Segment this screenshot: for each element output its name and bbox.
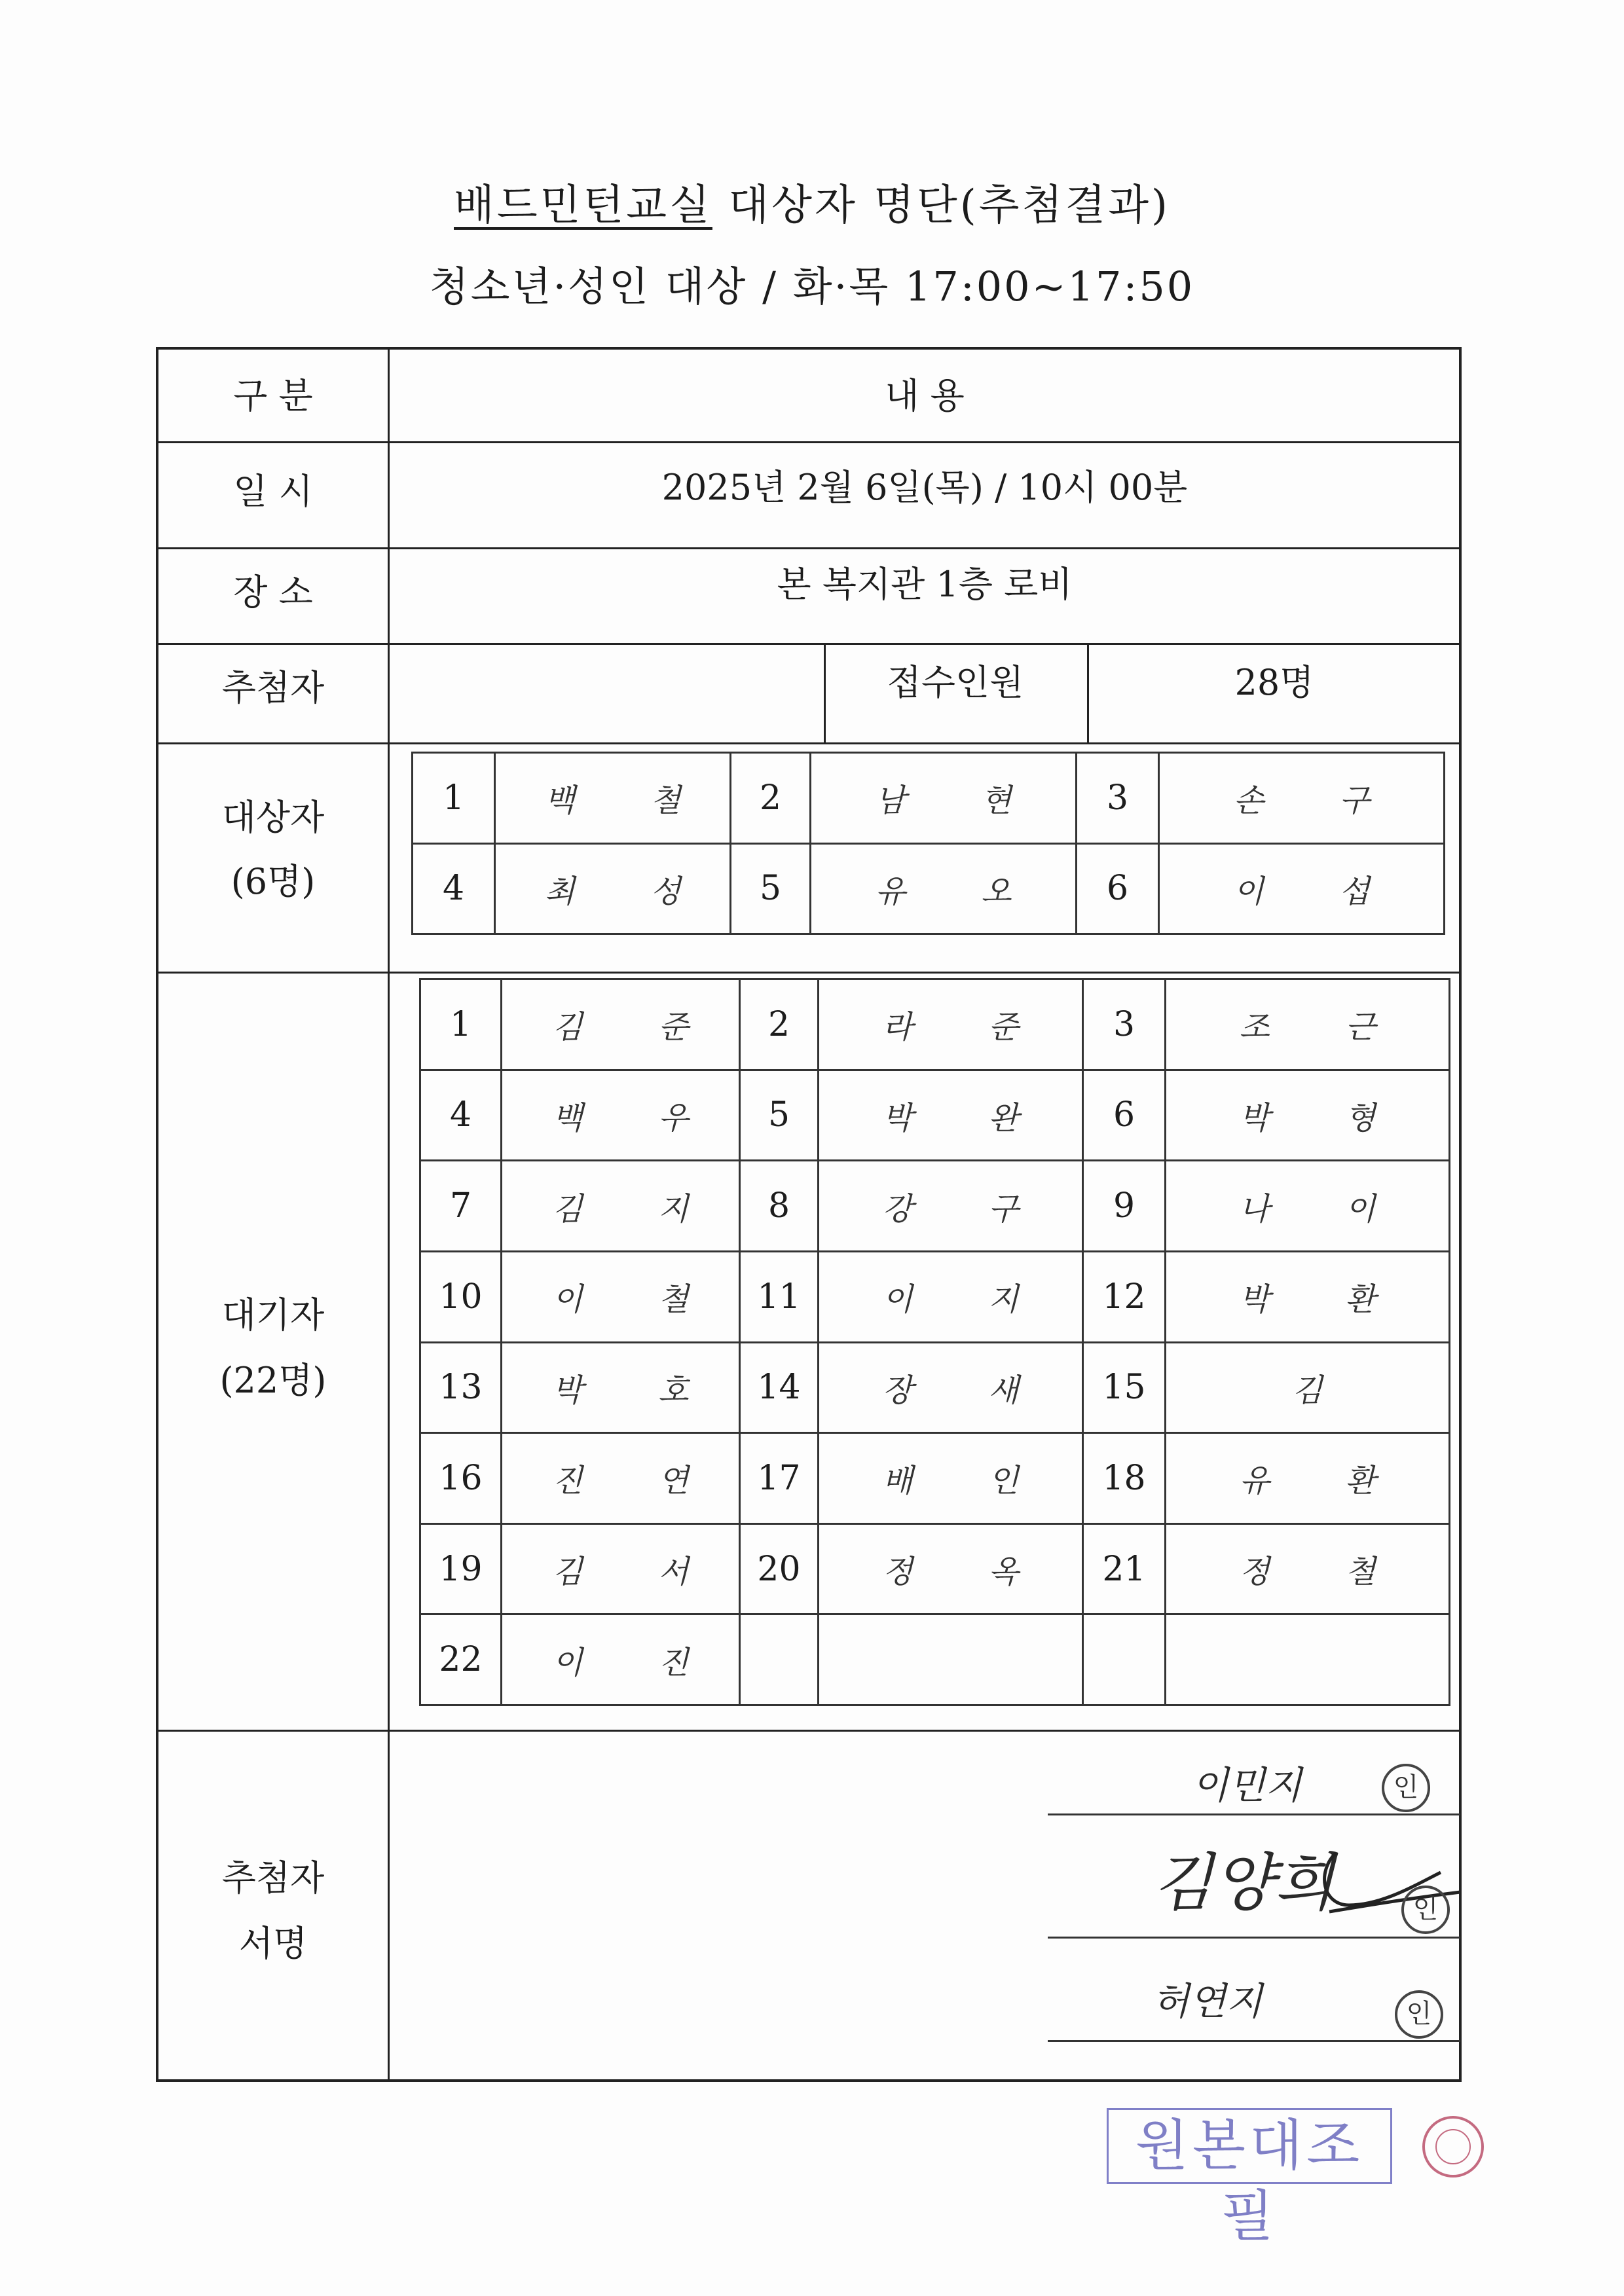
signature-name: 김양희 bbox=[1153, 1846, 1335, 1920]
row-number: 22 bbox=[420, 1614, 502, 1705]
row-number: 17 bbox=[740, 1433, 819, 1524]
row-number: 9 bbox=[1083, 1161, 1166, 1252]
row-number: 11 bbox=[740, 1251, 819, 1342]
person-name bbox=[1166, 1614, 1450, 1705]
row-number: 21 bbox=[1083, 1523, 1166, 1614]
table-row bbox=[420, 1523, 1450, 1614]
person-name: 강 구 bbox=[819, 1161, 1083, 1252]
row-number: 6 bbox=[1083, 1070, 1166, 1161]
row-number: 1 bbox=[420, 979, 502, 1070]
person-name: 손 구 bbox=[1159, 753, 1445, 844]
person-name: 김 서 bbox=[502, 1523, 740, 1614]
row-number: 10 bbox=[420, 1251, 502, 1342]
row-number: 1 bbox=[413, 753, 495, 844]
row-number: 2 bbox=[731, 753, 811, 844]
person-name: 진 연 bbox=[502, 1433, 740, 1524]
waiting-table bbox=[419, 978, 1450, 1706]
person-name: 김 지 bbox=[502, 1161, 740, 1252]
selected-label: 대상자 bbox=[221, 797, 325, 838]
row-number bbox=[1083, 1614, 1166, 1705]
seal-icon: 인 bbox=[1395, 1990, 1443, 2039]
person-name: 정 철 bbox=[1166, 1523, 1450, 1614]
title-program: 배드민턴교실 bbox=[454, 181, 712, 230]
person-name: 박 환 bbox=[1166, 1251, 1450, 1342]
row-number: 12 bbox=[1083, 1251, 1166, 1342]
row-number: 3 bbox=[1083, 979, 1166, 1070]
signature-line bbox=[1048, 1813, 1460, 1815]
waiting-count: (22명) bbox=[219, 1360, 327, 1401]
row-number: 6 bbox=[1077, 843, 1159, 934]
person-name: 조 근 bbox=[1166, 979, 1450, 1070]
selected-count: (6명) bbox=[231, 861, 316, 902]
place-value: 본 복지관 1층 로비 bbox=[777, 564, 1073, 605]
person-name: 박 형 bbox=[1166, 1070, 1450, 1161]
table-row bbox=[420, 1342, 1450, 1433]
person-name: 김 bbox=[1166, 1342, 1450, 1433]
row-number: 5 bbox=[731, 843, 811, 934]
row-number: 18 bbox=[1083, 1433, 1166, 1524]
person-name: 이 지 bbox=[819, 1251, 1083, 1342]
table-row bbox=[420, 1433, 1450, 1524]
person-name: 남 현 bbox=[811, 753, 1077, 844]
drawer-label: 추첨자 bbox=[221, 667, 325, 708]
received-value: 28명 bbox=[1234, 662, 1314, 703]
signature-label-2: 서명 bbox=[238, 1923, 308, 1964]
row-number: 7 bbox=[420, 1161, 502, 1252]
table-row bbox=[420, 979, 1450, 1070]
row-number: 19 bbox=[420, 1523, 502, 1614]
header-label: 구 분 bbox=[233, 375, 313, 416]
person-name: 장 새 bbox=[819, 1342, 1083, 1433]
seal-icon: 인 bbox=[1382, 1764, 1430, 1812]
row-number: 5 bbox=[740, 1070, 819, 1161]
signature-name: 이민지 bbox=[1192, 1763, 1302, 1808]
row-number: 16 bbox=[420, 1433, 502, 1524]
row-number: 15 bbox=[1083, 1342, 1166, 1433]
person-name: 최 성 bbox=[495, 843, 731, 934]
received-label: 접수인원 bbox=[887, 662, 1024, 703]
waiting-label: 대기자 bbox=[221, 1294, 325, 1336]
row-number: 8 bbox=[740, 1161, 819, 1252]
person-name: 정 옥 bbox=[819, 1523, 1083, 1614]
person-name: 라 준 bbox=[819, 979, 1083, 1070]
row-number: 20 bbox=[740, 1523, 819, 1614]
person-name: 나 이 bbox=[1166, 1161, 1450, 1252]
person-name bbox=[819, 1614, 1083, 1705]
place-label: 장 소 bbox=[233, 572, 313, 613]
person-name: 박 호 bbox=[502, 1342, 740, 1433]
date-label: 일 시 bbox=[233, 471, 313, 512]
title-rest: 대상자 명단(추첨결과) bbox=[712, 181, 1170, 230]
row-number: 2 bbox=[740, 979, 819, 1070]
row-number: 4 bbox=[413, 843, 495, 934]
person-name: 김 준 bbox=[502, 979, 740, 1070]
date-value: 2025년 2월 6일(목) / 10시 00분 bbox=[661, 467, 1188, 508]
table-row bbox=[420, 1614, 1450, 1705]
row-number: 13 bbox=[420, 1342, 502, 1433]
table-row bbox=[413, 843, 1445, 934]
table-row bbox=[420, 1251, 1450, 1342]
document-subtitle: 청소년·성인 대상 / 화·목 17:00~17:50 bbox=[429, 263, 1195, 310]
seal-icon: 인 bbox=[1401, 1886, 1450, 1934]
certified-copy-stamp: 원본대조필 bbox=[1107, 2108, 1392, 2184]
person-name: 유 환 bbox=[1166, 1433, 1450, 1524]
row-number: 4 bbox=[420, 1070, 502, 1161]
person-name: 백 철 bbox=[495, 753, 731, 844]
person-name: 백 우 bbox=[502, 1070, 740, 1161]
official-seal-icon bbox=[1422, 2116, 1484, 2178]
row-number: 3 bbox=[1077, 753, 1159, 844]
signature-name: 허연지 bbox=[1153, 1979, 1263, 2024]
table-row bbox=[413, 753, 1445, 844]
table-row bbox=[420, 1161, 1450, 1252]
selected-table bbox=[411, 752, 1445, 935]
person-name: 이 철 bbox=[502, 1251, 740, 1342]
signature-line bbox=[1048, 1937, 1460, 1939]
header-value: 내 용 bbox=[885, 375, 965, 416]
person-name: 박 완 bbox=[819, 1070, 1083, 1161]
person-name: 이 진 bbox=[502, 1614, 740, 1705]
table-row bbox=[420, 1070, 1450, 1161]
row-number bbox=[740, 1614, 819, 1705]
document-title bbox=[0, 172, 1624, 232]
signature-label-1: 추첨자 bbox=[221, 1857, 325, 1899]
signature-line bbox=[1048, 2040, 1460, 2042]
person-name: 배 인 bbox=[819, 1433, 1083, 1524]
row-number: 14 bbox=[740, 1342, 819, 1433]
person-name: 유 오 bbox=[811, 843, 1077, 934]
person-name: 이 섭 bbox=[1159, 843, 1445, 934]
